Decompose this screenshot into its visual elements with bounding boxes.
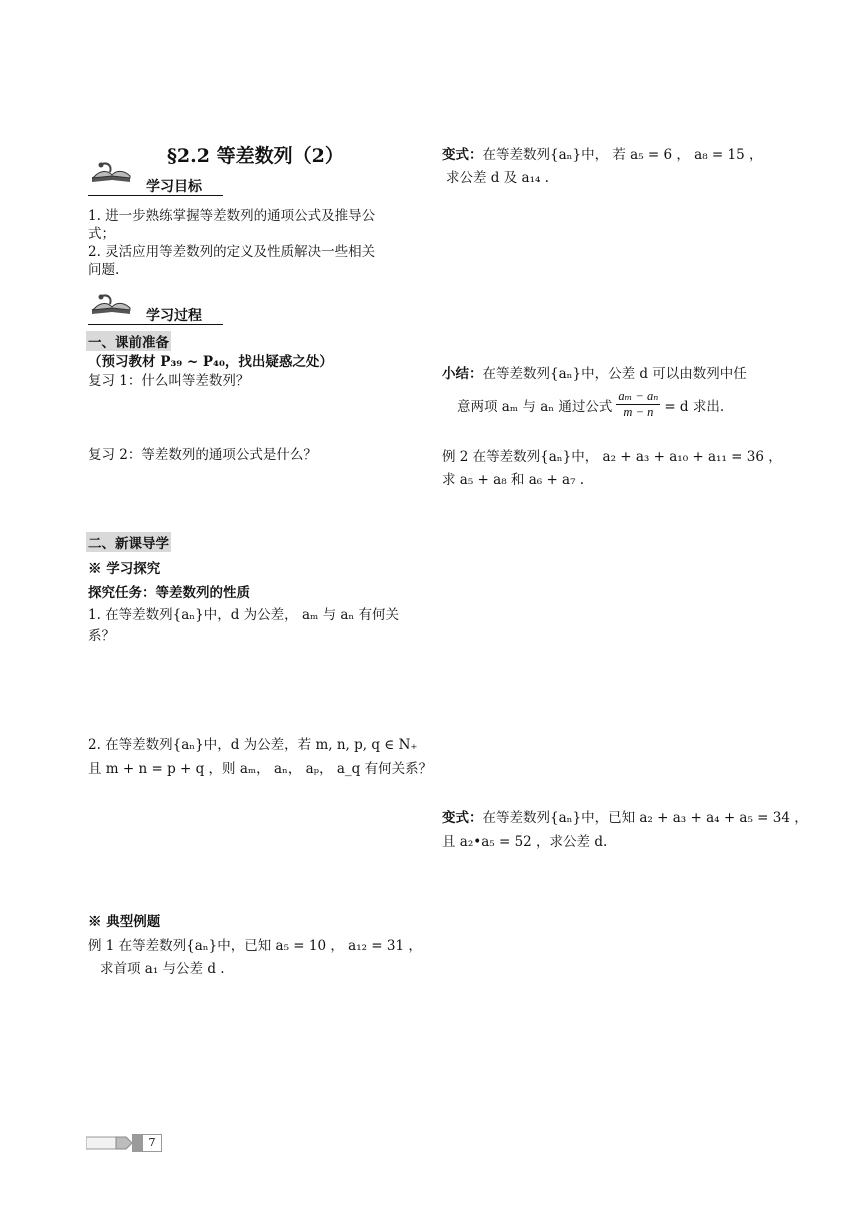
variant-1-text: 在等差数列{aₙ}中， 若 a₅ = 6 ， a₈ = 15 ， (482, 147, 763, 163)
preview-note: （预习教材 P₃₉ ~ P₄₀，找出疑惑之处） (88, 354, 333, 370)
question-2-line2: 且 m + n = p + q ，则 aₘ， aₙ， aₚ， a_q 有何关系？ (88, 761, 433, 777)
section-1-heading: 一、课前准备 (86, 331, 171, 351)
variant-1-line2: 求公差 d 及 a₁₄ . (446, 170, 549, 186)
summary-text-b: = d 求出. (664, 398, 725, 415)
variant-2-label: 变式： (442, 810, 483, 826)
fraction-numerator: aₘ − aₙ (618, 389, 659, 403)
summary-line1 (442, 362, 747, 382)
open-book-icon (88, 292, 134, 318)
goals-underline (88, 195, 223, 196)
example-2-line2: 求 a₅ + a₈ 和 a₆ + a₇ . (442, 472, 585, 488)
variant-1-line1 (442, 143, 763, 163)
variant-2-line2: 且 a₂•a₅ = 52 ，求公差 d. (442, 834, 608, 850)
page-number: 7 (142, 1134, 162, 1152)
example-1-line2: 求首项 a₁ 与公差 d . (100, 961, 225, 977)
variant-2-text: 在等差数列{aₙ}中，已知 a₂ + a₃ + a₄ + a₅ = 34 ， (482, 810, 808, 826)
variant-1-label: 变式： (442, 147, 483, 163)
variant-2-line1 (442, 806, 808, 826)
goal-1-line2: 式； (88, 226, 115, 242)
question-2-line1: 2. 在等差数列{aₙ}中，d 为公差，若 m, n, p, q ∈ N₊ (88, 737, 418, 753)
question-1-line2: 系？ (88, 628, 115, 644)
explore-heading: ※ 学习探究 (88, 561, 161, 577)
explore-task: 探究任务：等差数列的性质 (88, 585, 250, 601)
review-2: 复习 2：等差数列的通项公式是什么？ (88, 447, 317, 463)
goal-2-line1: 2. 灵活应用等差数列的定义及性质解决一些相关 (88, 244, 376, 260)
summary-label: 小结： (442, 366, 483, 382)
review-1: 复习 1：什么叫等差数列？ (88, 373, 250, 389)
example-1-line1: 例 1 在等差数列{aₙ}中，已知 a₅ = 10 ， a₁₂ = 31 ， (88, 938, 422, 954)
summary-line2 (457, 389, 724, 420)
summary-text: 在等差数列{aₙ}中，公差 d 可以由数列中任 (482, 366, 747, 382)
open-book-icon (88, 160, 134, 186)
summary-fraction (616, 389, 660, 420)
fraction-denominator: m − n (623, 405, 654, 419)
goals-heading: 学习目标 (146, 179, 202, 195)
question-1-line1: 1. 在等差数列{aₙ}中，d 为公差， aₘ 与 aₙ 有何关 (88, 607, 400, 623)
page-tab-arrow-icon (86, 1134, 142, 1152)
summary-text-a: 意两项 aₘ 与 aₙ 通过公式 (457, 398, 613, 415)
section-2-heading: 二、新课导学 (86, 532, 171, 552)
page-title: §2.2 等差数列（2） (167, 145, 344, 167)
process-heading: 学习过程 (146, 308, 202, 324)
goal-2-line2: 问题. (88, 262, 120, 278)
process-underline (88, 324, 223, 325)
goal-1-line1: 1. 进一步熟练掌握等差数列的通项公式及推导公 (88, 208, 376, 224)
examples-heading: ※ 典型例题 (88, 914, 161, 930)
example-2-line1: 例 2 在等差数列{aₙ}中， a₂ + a₃ + a₁₀ + a₁₁ = 36 ， (442, 449, 782, 465)
